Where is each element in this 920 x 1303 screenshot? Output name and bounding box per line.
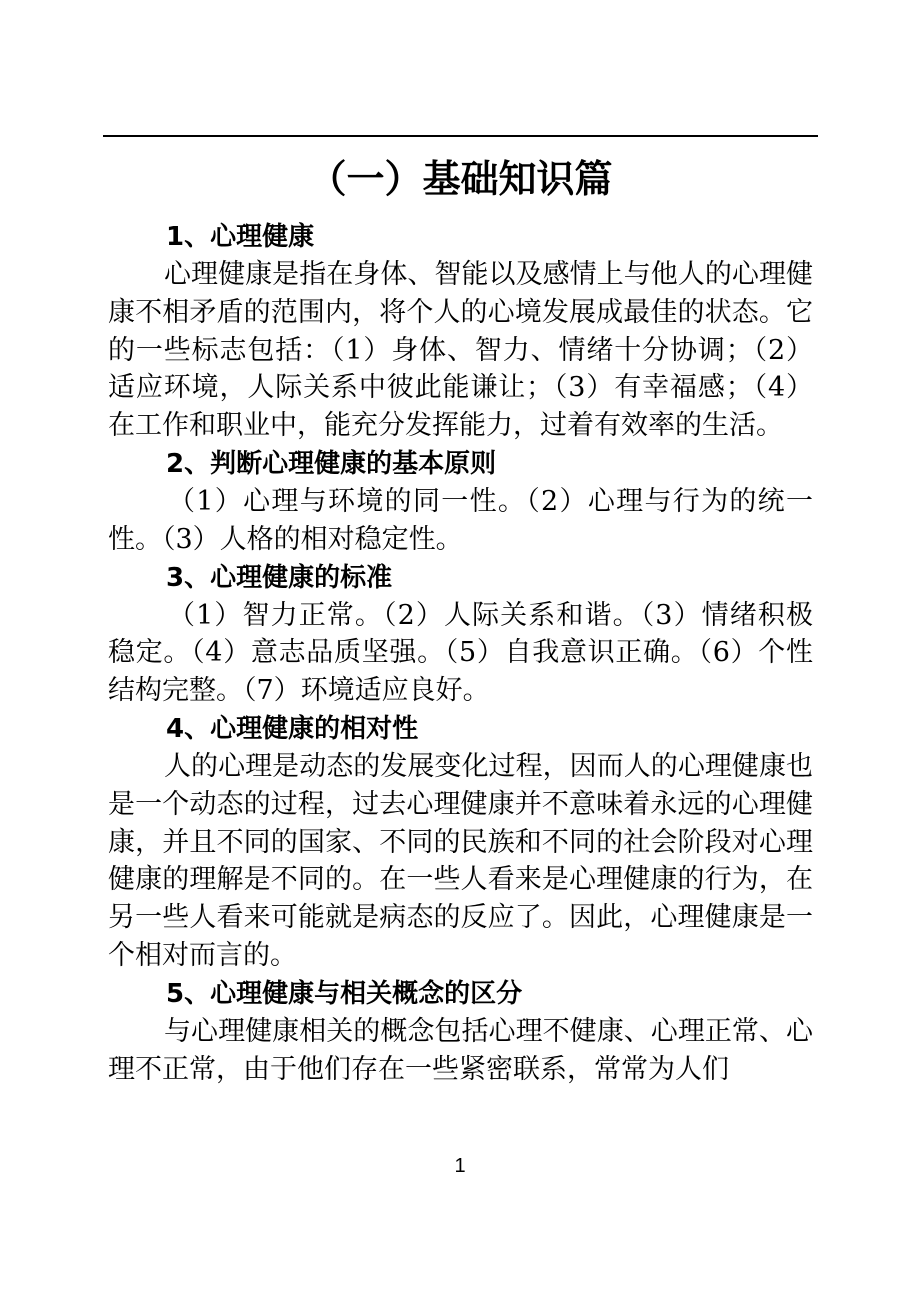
section-heading-4: 4、心理健康的相对性 bbox=[166, 713, 419, 744]
section-paragraph-4: 人的心理是动态的发展变化过程，因而人的心理健康也是一个动态的过程，过去心理健康并不意味着永远的心理健康，并且不同的国家、不同的民族和不同的社会阶段对心理健康的理解是不同的。在一些人看来是心理健康的行为，在另一些人看来可能就是病态的反应了。因此，心理健康是一个相对而言的。 bbox=[108, 750, 813, 971]
header-rule bbox=[103, 135, 818, 137]
section-heading-2: 2、判断心理健康的基本原则 bbox=[166, 448, 497, 479]
page-title: （一）基础知识篇 bbox=[308, 157, 613, 201]
page-number: 1 bbox=[454, 1155, 466, 1177]
section-paragraph-1: 心理健康是指在身体、智能以及感情上与他人的心理健康不相矛盾的范围内，将个人的心境发展成最佳的状态。它的一些标志包括：（1）身体、智力、情绪十分协调；（2）适应环境，人际关系中彼此能谦让；（3）有幸福感；（4）在工作和职业中，能充分发挥能力，过着有效率的生活。 bbox=[108, 259, 813, 442]
section-heading-5: 5、心理健康与相关概念的区分 bbox=[166, 978, 523, 1009]
document-body bbox=[108, 218, 813, 1088]
section-heading-3: 3、心理健康的标准 bbox=[166, 562, 393, 593]
section-heading-1: 1、心理健康 bbox=[166, 222, 315, 252]
section-paragraph-5: 与心理健康相关的概念包括心理不健康、心理正常、心理不正常，由于他们存在一些紧密联系，常常为人们 bbox=[108, 1015, 813, 1085]
section-paragraph-2: （1）心理与环境的同一性。（2）心理与行为的统一性。（3）人格的相对稳定性。 bbox=[108, 485, 813, 555]
section-paragraph-3: （1）智力正常。（2）人际关系和谐。（3）情绪积极稳定。（4）意志品质坚强。（5）自我意识正确。（6）个性结构完整。（7）环境适应良好。 bbox=[108, 599, 813, 707]
